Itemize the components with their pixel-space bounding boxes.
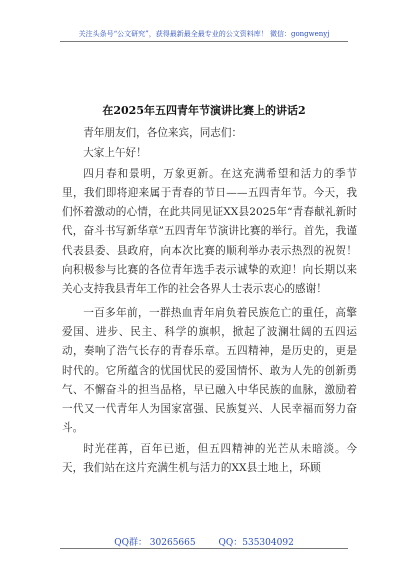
- body-paragraph: 一百多年前，一群热血青年肩负着民族危亡的重任，高擎爱国、进步、民主、科学的旗帜，掀起了波澜壮阔的五四运动，奏响了浩气长存的青春乐章。五四精神，是历史的，更是时代的。它所蕴含的忧国忧民的爱国情怀、敢为人先的创新勇气、不懈奋斗的担当品格，早已融入中华民族的血脉，激励着一代又一代青年人为国家富强、民族复兴、人民幸福而努力奋斗。: [62, 306, 357, 435]
- header-divider: [60, 41, 348, 42]
- footer-qq-group: QQ群： 30265665: [114, 538, 196, 548]
- body-paragraph: 四月春和景明，万象更新。在这充满希望和活力的季节里，我们即将迎来属于青春的节日——五四青年节。今天，我们怀着激动的心情，在此共同见证XX县2025年“青春献礼新时代，奋斗书写新华章”五四青年节演讲比赛的举行。首先，我谨代表县委、县政府，向本次比赛的顺利举办表示热烈的祝贺！向积极参与比赛的各位青年选手表示诚挚的欢迎！向长期以来关心支持我县青年工作的社会各界人士表示衷心的感谢！: [62, 167, 357, 296]
- header-promo-text: 关注头条号“公文研究”，获得最新最全最专业的公文资料库！ 微信：gongwenyj: [78, 30, 330, 38]
- footer-contact: [0, 535, 408, 548]
- body-paragraph: 时光荏苒，百年已逝，但五四精神的光芒从未暗淡。今天，我们站在这片充满生机与活力的XX县土地上，环顾: [62, 442, 357, 475]
- footer-qq-number: QQ：535304092: [218, 538, 294, 548]
- greeting-paragraph: 大家上午好！: [83, 147, 147, 160]
- salutation-paragraph: 青年朋友们，各位来宾，同志们：: [83, 127, 243, 139]
- footer-divider: [60, 548, 348, 549]
- document-title: 在2025年五四青年节演讲比赛上的讲话2: [102, 104, 306, 117]
- document-body: [62, 124, 357, 478]
